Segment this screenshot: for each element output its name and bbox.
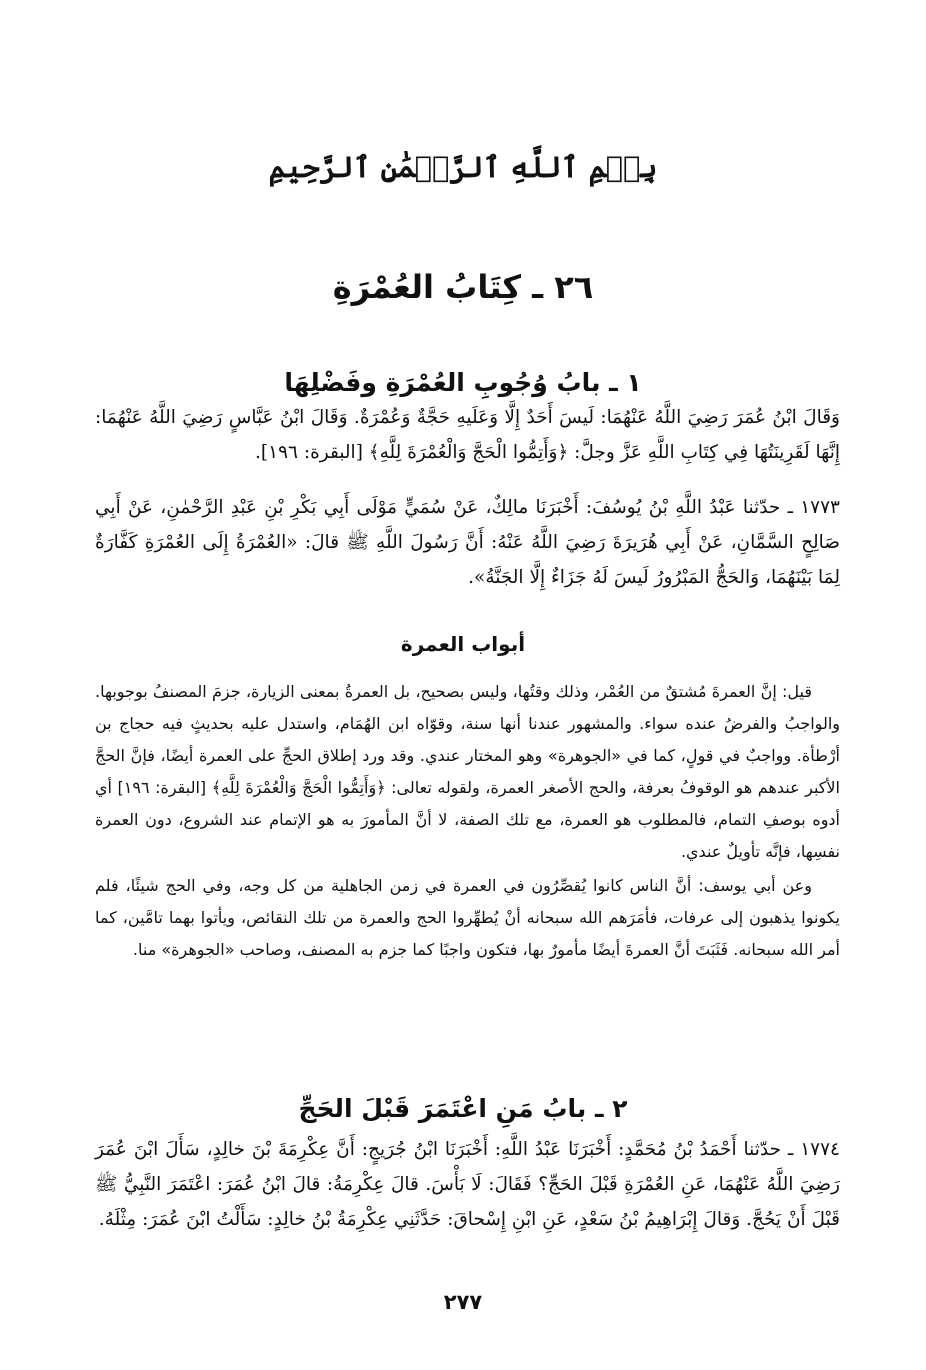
- subsection-title: أبواب العمرة: [400, 632, 526, 656]
- chapter-1-title: ١ ـ بابُ وُجُوبِ العُمْرَةِ وفَضْلِهَا: [284, 368, 642, 397]
- hadith-1773-text: ١٧٧٣ ـ حدّثنا عَبْدُ اللَّهِ بْنُ يُوسُفَ: أَخْبَرَنَا مالِكٌ، عَنْ سُمَيٍّ مَوْلَى أَبِي بَكْرِ بْنِ عَبْدِ الرَّحْمٰنِ، عَنْ أَبِي صَالِحٍ السَّمَّانِ، عَنْ أَبِي هُرَيرَةَ رَضِيَ اللَّهُ عَنْهُ: أَنَّ رَسُولَ اللَّهِ ﷺ قالَ: «العُمْرَةُ إِلَى العُمْرَةِ كَفَّارَةٌ لِمَا بَيْنَهُمَا، وَالحَجُّ المَبْرُورُ لَيسَ لَهُ جَزَاءٌ إِلَّا الجَنَّةُ».: [95, 497, 840, 588]
- commentary-paragraph-2: وعن أبي يوسف: أنَّ الناس كانوا يُقصِّرُون في العمرة في زمن الجاهلية من كل وجه، وفي الحج شيئًا، فلم يكونوا يذهبون إلى عرفات، فأمَرَهم الله سبحانه أنْ يُطهِّروا الحج والعمرة من تلك النقائص، ويأتوا بهما تامَّين، كما أمر الله سبحانه. فَثَبَتَ أنَّ العمرةَ أيضًا مأمورٌ بها، فتكون واجبًا كما جزم به المصنف، وصاحب «الجوهرة» منا.: [95, 876, 840, 959]
- commentary: [95, 676, 840, 966]
- hadith-1774-text: ١٧٧٤ ـ حدّثنا أَحْمَدُ بْنُ مُحَمَّدٍ: أَخْبَرَنَا عَبْدُ اللَّهِ: أَخْبَرَنَا ابْنُ جُرَيجٍ: أَنَّ عِكْرِمَةَ بْنَ خالِدٍ، سَأَلَ ابْنَ عُمَرَ رَضِيَ اللَّهُ عَنْهُمَا، عَنِ العُمْرَةِ قَبْلَ الحَجِّ؟ فَقَالَ: لَا بَأْسَ. قالَ عِكْرِمَةُ: قالَ ابْنُ عُمَرَ: اعْتَمَرَ النَّبِيُّ ﷺ قَبْلَ أَنْ يَحُجَّ. وَقالَ إِبْرَاهِيمُ بْنُ سَعْدٍ، عَنِ ابْنِ إِسْحاقَ: حَدَّثَنِي عِكْرِمَةُ بْنُ خالِدٍ: سَأَلْتُ ابْنَ عُمَرَ: مِثْلَهُ.: [95, 1139, 840, 1230]
- hadith-1773: [95, 490, 840, 595]
- intro-paragraph: وَقَالَ ابْنُ عُمَرَ رَضِيَ اللَّهُ عَنْهُمَا: لَيسَ أَحَدٌ إِلَّا وَعَلَيهِ حَجَّةٌ وَعُمْرَةٌ. وَقَالَ ابْنُ عَبَّاسٍ رَضِيَ اللَّهُ عَنْهُمَا: إِنَّهَا لَقَرِينَتُهَا فِي كِتَابِ اللَّهِ عَزَّ وجلَّ: ﴿وَأَتِمُّوا الْحَجَّ وَالْعُمْرَةَ لِلَّهِ﴾ [البقرة: ١٩٦].: [95, 407, 840, 463]
- page-number: ٢٧٧: [443, 1290, 483, 1314]
- chapter-1-intro: [95, 400, 840, 470]
- book-title: ٢٦ ـ كِتَابُ العُمْرَةِ: [332, 268, 594, 306]
- bismillah-header: بِسۡمِ ٱللَّهِ ٱلرَّحۡمَٰنِ ٱلرَّحِيمِ: [268, 150, 658, 184]
- hadith-1774: [95, 1132, 840, 1237]
- commentary-paragraph-1: قيل: إنَّ العمرةَ مُشتقٌ من العُمْر، وذلك وقتُها، وليس بصحيح، بل العمرةُ بمعنى الزيارة، جزمَ المصنفُ بوجوبها. والواجبُ والفرضُ عنده سواء. والمشهور عندنا أنها سنة، وقوّاه ابن الهُمَام، واستدل عليه بحديثٍ فيه حجاج بن أرْطأة. وواجبٌ في قولٍ، كما في «الجوهرة» وهو المختار عندي. وقد ورد إطلاق الحجِّ على العمرة أيضًا، فإنَّ الحجَّ الأكبر عندهم هو الوقوفُ بعرفة، والحج الأصغر العمرة، ولقوله تعالى: ﴿وَأَتِمُّوا الْحَجَّ وَالْعُمْرَةَ لِلَّهِ﴾ [البقرة: ١٩٦] أي أدوه بوصفِ التمام، فالمطلوب هو العمرة، مع تلك الصفة، لا أنَّ المأمورَ به هو الإتمام عند الشروع، دون العمرة نفسِها، فإنَّه تأويلٌ عندي.: [95, 682, 840, 861]
- chapter-2-title: ٢ ـ بابُ مَنِ اعْتَمَرَ قَبْلَ الحَجِّ: [298, 1094, 628, 1123]
